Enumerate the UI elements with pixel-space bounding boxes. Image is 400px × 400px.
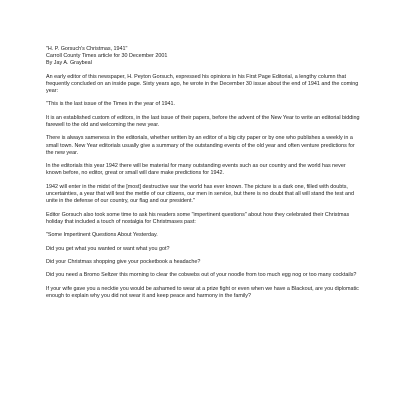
paragraph-custom: It is an established custom of editors, in the last issue of their papers, before the advent of the New Year to write an editorial bidding farewell to the old and welcoming the new year. — [46, 114, 360, 128]
paragraph-quote-open: "This is the last issue of the Times in the year of 1941. — [46, 101, 175, 108]
paragraph-intro: An early editor of this newspaper, H. Peyton Gorsuch, expressed his opinions in his First Page Editorial, a lengthy column that frequently concluded on an inside page. Sixty years ago, he wrote in the December 30 issue about the end of 1941 and the coming year: — [46, 73, 359, 95]
paragraph-1942-events: In the editorials this year 1942 there will be material for many outstanding events such as our country and the world has never known before, no editor, great or small will dare make predictions for 1942. — [46, 163, 346, 177]
article-byline: By Jay A. Graybeal — [46, 60, 92, 67]
paragraph-war: 1942 will enter in the midst of the [most] destructive war the world has ever known. The picture is a dark one, filled with doubts, uncertainties, a year that will test the mettle of our citizens, our men in service, but there is no doubt that all will stand the test and unite in the defense of our country, our flag and our president." — [46, 183, 355, 205]
paragraph-question-shopping: Did your Christmas shopping give your pocketbook a headache? — [46, 258, 201, 265]
paragraph-question-bromo: Did you need a Bromo Seltzer this morning to clear the cobwebs out of your noodle from too much egg nog or too many cocktails? — [46, 272, 357, 279]
paragraph-question-necktie: If your wife gave you a necktie you would be ashamed to wear at a prize fight or even when we have a Blackout, are you diplomatic enough to explain why you did not wear it and keep peace and harmony in the family? — [46, 285, 359, 299]
paragraph-sameness: There is always sameness in the editorials, whether written by an editor of a big city paper or by one who publishes a weekly in a small town. New Year editorials usually give a summary of the outstanding events of the old year and often venture predictions for the new year. — [46, 135, 355, 156]
article-source: Carroll County Times article for 30 December 2001 — [46, 53, 168, 60]
document-page — [46, 46, 362, 306]
article-title: "H. P. Gorsuch's Christmas, 1941" — [46, 46, 128, 52]
paragraph-questions-heading: "Some Impertinent Questions About Yesterday. — [46, 232, 158, 239]
paragraph-impertinent-intro: Editor Gorsuch also took some time to ask his readers some "impertinent questions" about how they celebrated their Christmas holiday that included a touch of nostalgia for Christmases past: — [46, 211, 350, 225]
paragraph-question-want: Did you get what you wanted or want what you got? — [46, 245, 170, 252]
